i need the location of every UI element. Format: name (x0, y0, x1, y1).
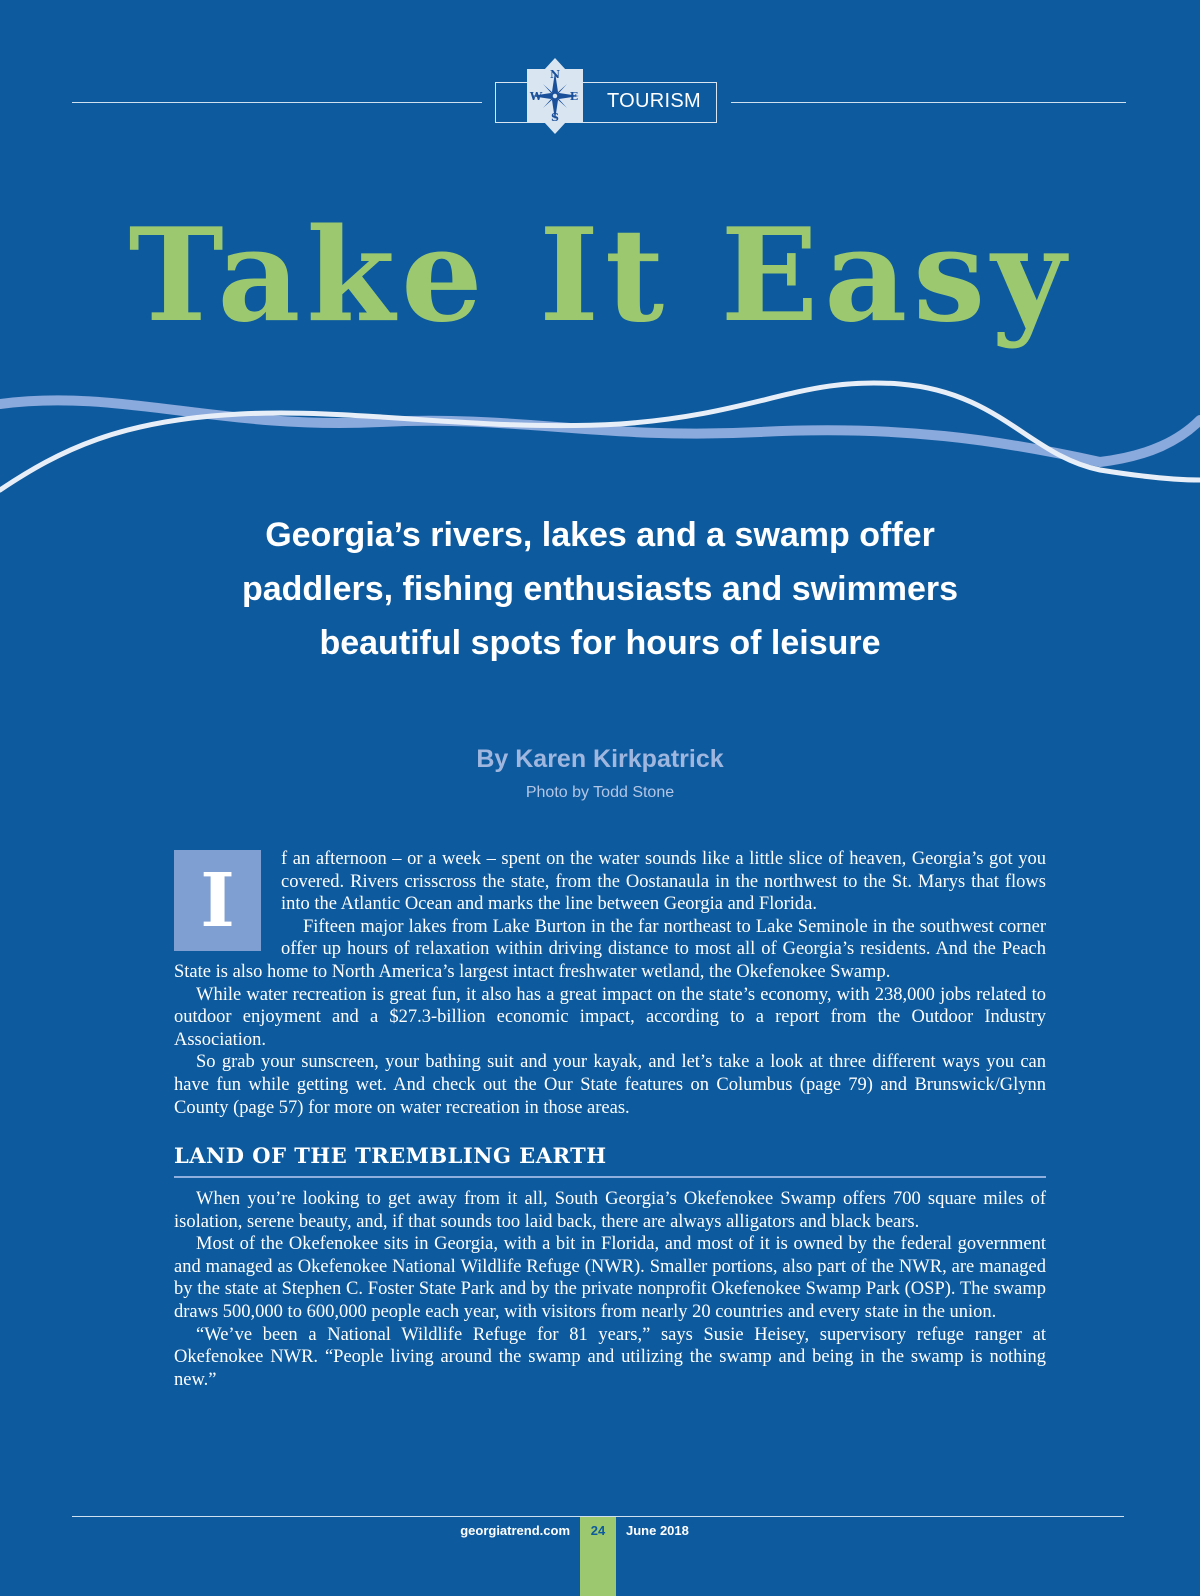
photo-credit: Photo by Todd Stone (525, 784, 675, 801)
section-label: TOURISM (607, 90, 701, 112)
drop-cap: I (174, 850, 261, 951)
header-rule-right (731, 102, 1126, 103)
compass-s-label: S (551, 111, 559, 124)
section-heading-rule (174, 1176, 1046, 1178)
page-number: 24 (590, 1523, 606, 1538)
footer-issue-date: June 2018 (626, 1523, 689, 1538)
header-rule-left (72, 102, 482, 103)
body-paragraph: Most of the Okefenokee sits in Georgia, with a bit in Florida, and most of it is owned by the federal government and managed as Okefenokee National Wildlife Refuge (NWR). Smaller portions, also part of the NWR, are managed by the state at Stephen C. Foster State Park and by the private nonprofit Okefenokee Swamp Park (OSP). The swamp draws 500,000 to 600,000 people each year, with visitors from nearly 20 countries and every state in the union. (174, 1234, 1046, 1322)
body-paragraph: When you’re looking to get away from it all, South Georgia’s Okefenokee Swamp offers 700 square miles of isolation, serene beauty, and, if that sounds too laid back, there are always alligators and black bears. (174, 1189, 1046, 1232)
wave-decoration (0, 370, 1200, 510)
body-paragraph: “We’ve been a National Wildlife Refuge for 81 years,” says Susie Heisey, supervisory refuge ranger at Okefenokee NWR. “People living around the swamp and utilizing the swamp and being in the swamp is nothing new.” (174, 1324, 1046, 1390)
body-paragraph: f an afternoon – or a week – spent on the water sounds like a little slice of heaven, Georgia’s got you covered. Rivers crisscross the state, from the Oostanaula in the northwest to the St. Marys that flows into the Atlantic Ocean and marks the line between Georgia and Florida. (281, 849, 1046, 915)
section-heading: LAND OF THE TREMBLING EARTH (174, 1143, 607, 1168)
intro-body (174, 848, 1046, 1119)
compass-e-label: E (569, 90, 579, 103)
compass-rose-icon (516, 56, 594, 136)
body-paragraph: Fifteen major lakes from Lake Burton in the far northeast to Lake Seminole in the southwest corner offer up hours of relaxation within driving distance to most all of Georgia’s residents. And the Peach State is also home to North America’s largest intact freshwater wetland, the Okefenokee Swamp. (174, 916, 1046, 982)
article-dek: Georgia’s rivers, lakes and a swamp offer paddlers, fishing enthusiasts and swimmers beautiful spots for hours of leisure (241, 516, 959, 662)
byline: By Karen Kirkpatrick (476, 745, 724, 773)
article-title: Take It Easy (128, 201, 1072, 351)
compass-w-label: W (529, 90, 543, 103)
body-paragraph: So grab your sunscreen, your bathing suit and your kayak, and let’s take a look at three different ways you can have fun while getting wet. And check out the Our State features on Columbus (page 79) and Brunswick/Glynn County (page 57) for more on water recreation in those areas. (174, 1052, 1046, 1118)
footer-website: georgiatrend.com (460, 1523, 570, 1538)
body-paragraph: While water recreation is great fun, it also has a great impact on the state’s economy, with 238,000 jobs related to outdoor enjoyment and a $27.3-billion economic impact, according to a report from the Outdoor Industry Association. (174, 984, 1046, 1050)
section-body (174, 1188, 1046, 1391)
compass-n-label: N (549, 68, 561, 81)
